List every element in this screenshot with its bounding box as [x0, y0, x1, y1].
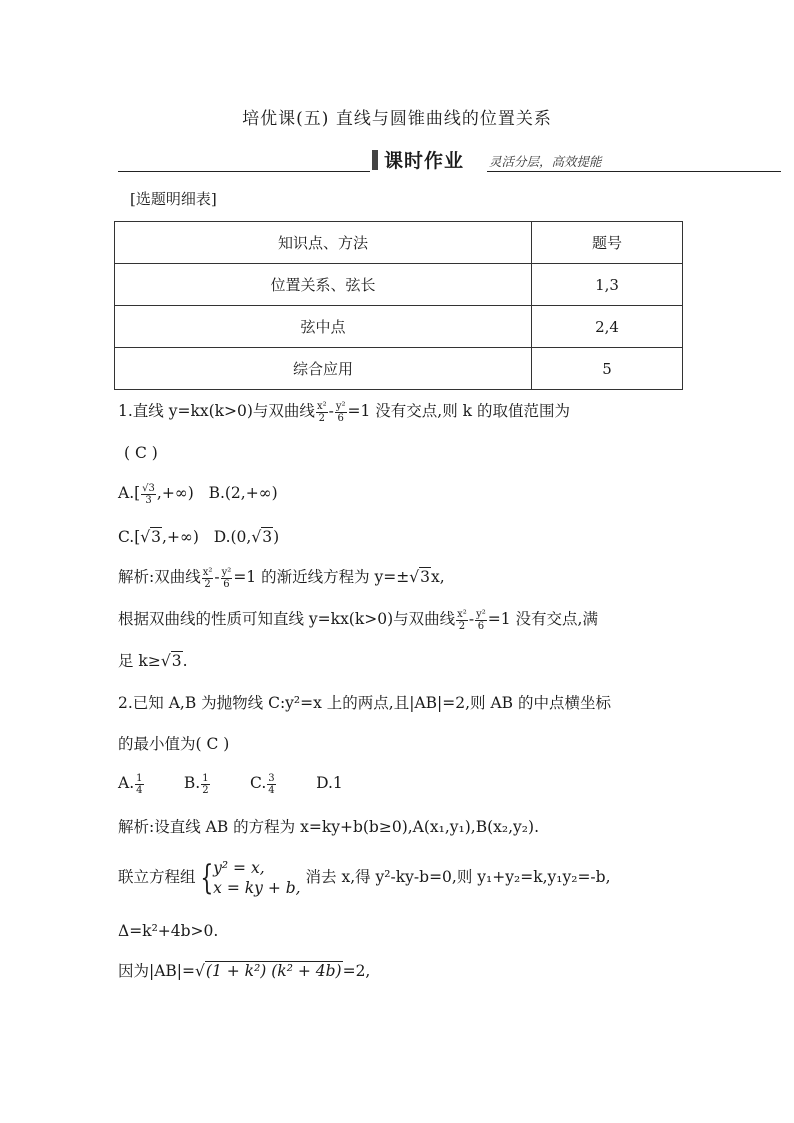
band-marker: [372, 150, 378, 170]
q2-solution-2: 联立方程组 { y² = x, x = ky + b, 消去 x,得 y²-ky-b=0,则 y₁+y₂=k,y₁y₂=-b,: [118, 858, 611, 898]
table-header-row: [115, 222, 683, 264]
q2-solution-4: 因为|AB|=√(1 + k²) (k² + 4b)=2,: [118, 962, 371, 980]
table-row: [115, 306, 683, 348]
table-header: 知识点、方法: [115, 222, 532, 264]
table-cell: 5: [532, 348, 683, 390]
q1-options-ab: A.[ $\frac{√3}{3}$ ,+∞) B.(2,+∞): [118, 482, 278, 506]
fraction: $\frac{\text{y²}}{6}$: [221, 566, 232, 590]
fraction: $\frac{3}{4}$: [268, 772, 275, 796]
q1-answer: ( C ): [124, 444, 158, 462]
q1-solution-1: 解析:双曲线 $\frac{\text{x²}}{2}$ - $\frac{\text{y²}}{6}$ =1 的渐近线方程为 y=±√3x,: [118, 566, 445, 590]
table-row: [115, 348, 683, 390]
band-subtitle: 灵活分层，高效提能: [489, 154, 602, 169]
q1-solution-2: 根据双曲线的性质可知直线 y=kx(k>0)与双曲线 $\frac{\text{x²}}{2}$ - $\frac{\text{y²}}{6}$ =1 没有交点,满: [118, 608, 598, 632]
table-header: 题号: [532, 222, 683, 264]
table-cell: 弦中点: [115, 306, 532, 348]
fraction: $\frac{\text{x²}}{2}$: [202, 566, 213, 590]
band-rule-right: [487, 171, 781, 172]
fraction: $\frac{\text{y²}}{6}$: [476, 608, 486, 632]
q1-options-cd: C.[√3,+∞) D.(0,√3): [118, 528, 280, 546]
table-cell: 1,3: [532, 264, 683, 306]
fraction: $\frac{√3}{3}$: [142, 482, 155, 506]
table-cell: 2,4: [532, 306, 683, 348]
q2-stem-2: 的最小值为( C ): [118, 735, 230, 753]
fraction: $\frac{\text{y²}}{6}$: [335, 400, 346, 424]
brace-icon: {: [199, 858, 213, 898]
page-title: 培优课(五) 直线与圆锥曲线的位置关系: [242, 109, 552, 129]
table-caption: [选题明细表]: [130, 190, 217, 208]
q1-stem: 1.直线 y=kx(k>0)与双曲线 $\frac{\text{x²}}{2}$ - $\frac{\text{y²}}{6}$ =1 没有交点,则 k 的取值范围为: [118, 400, 570, 424]
q2-solution-1: 解析:设直线 AB 的方程为 x=ky+b(b≥0),A(x₁,y₁),B(x₂,y₂).: [118, 818, 539, 836]
q2-stem-1: 2.已知 A,B 为抛物线 C:y²=x 上的两点,且|AB|=2,则 AB 的中点横坐标: [118, 694, 611, 712]
fraction: $\frac{\text{x²}}{2}$: [457, 608, 467, 632]
table-cell: 综合应用: [115, 348, 532, 390]
q1-solution-3: 足 k≥√3.: [118, 652, 188, 670]
q2-solution-3: Δ=k²+4b>0.: [118, 922, 219, 940]
equation-system: y² = x, x = ky + b,: [213, 859, 301, 897]
fraction: $\frac{1}{4}$: [136, 772, 143, 796]
fraction: $\frac{\text{x²}}{2}$: [316, 400, 327, 424]
table-row: [115, 264, 683, 306]
band-label: 课时作业: [384, 150, 465, 172]
table-cell: 位置关系、弦长: [115, 264, 532, 306]
q1-option-b: B.(2,+∞): [208, 484, 278, 502]
topic-table: [114, 221, 683, 390]
fraction: $\frac{1}{2}$: [202, 772, 209, 796]
band-rule-left: [118, 171, 370, 172]
q2-options: A. $\frac{1}{4}$ B. $\frac{1}{2}$ C. $\frac{3}{4}$ D.1: [118, 772, 343, 796]
